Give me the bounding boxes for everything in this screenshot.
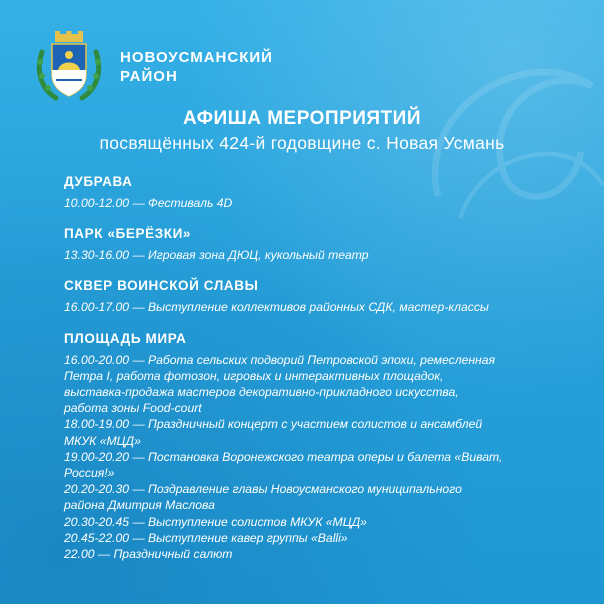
schedule-item: 20.30-20.45 — Выступление солистов МКУК «МЦД» [64,514,367,529]
section-square-military-glory [64,278,584,315]
schedule-item: 19.00-20.20 — Постановка Воронежского театра оперы и балета «Виват, [64,449,503,464]
section-title: ПАРК «БЕРЁЗКИ» [64,226,192,242]
schedule-item: выставка-продажа мастеров декоративно-прикладного искусства, [64,385,459,400]
header [34,30,273,104]
coat-of-arms-icon [34,30,104,104]
schedule-item: 20.20-20.30 — Поздравление главы Новоусманского муниципального [64,482,462,497]
schedule-item: района Дмитрия Маслова [64,498,215,513]
schedule-item: 10.00-12.00 — Фестиваль 4D [64,196,233,210]
district-line-2: РАЙОН [120,68,178,85]
section-peace-square [64,331,584,563]
page-subtitle: посвящённых 424-й годовщине с. Новая Усмань [99,133,505,153]
schedule [64,174,584,577]
section-park-berezki [64,226,584,263]
schedule-item: 16.00-17.00 — Выступление коллективов районных СДК, мастер-классы [64,300,489,315]
district-line-1: НОВОУСМАНСКИЙ [120,49,273,66]
page-title: АФИША МЕРОПРИЯТИЙ [183,108,421,129]
district-name [120,48,273,86]
schedule-item: 18.00-19.00 — Праздничный концерт с участием солистов и ансамблей [64,417,483,432]
section-dubrava [64,174,584,211]
schedule-item: работа зоны Food-court [64,401,202,416]
schedule-item: 16.00-20.00 — Работа сельских подворий Петровской эпохи, ремесленная [64,352,496,367]
section-title: СКВЕР ВОИНСКОЙ СЛАВЫ [64,278,259,294]
section-title: ДУБРАВА [64,174,133,189]
schedule-item: 13.30-16.00 — Игровая зона ДЮЦ, кукольный театр [64,248,369,263]
section-title: ПЛОЩАДЬ МИРА [64,330,187,346]
schedule-item: МКУК «МЦД» [64,433,141,448]
schedule-item: Россия!» [64,466,115,481]
schedule-item: 22.00 — Праздничный салют [64,547,233,562]
schedule-item: Петра I, работа фотозон, игровых и интерактивных площадок, [64,368,444,383]
schedule-item: 20.45-22.00 — Выступление кавер группы «Balli» [64,530,348,545]
